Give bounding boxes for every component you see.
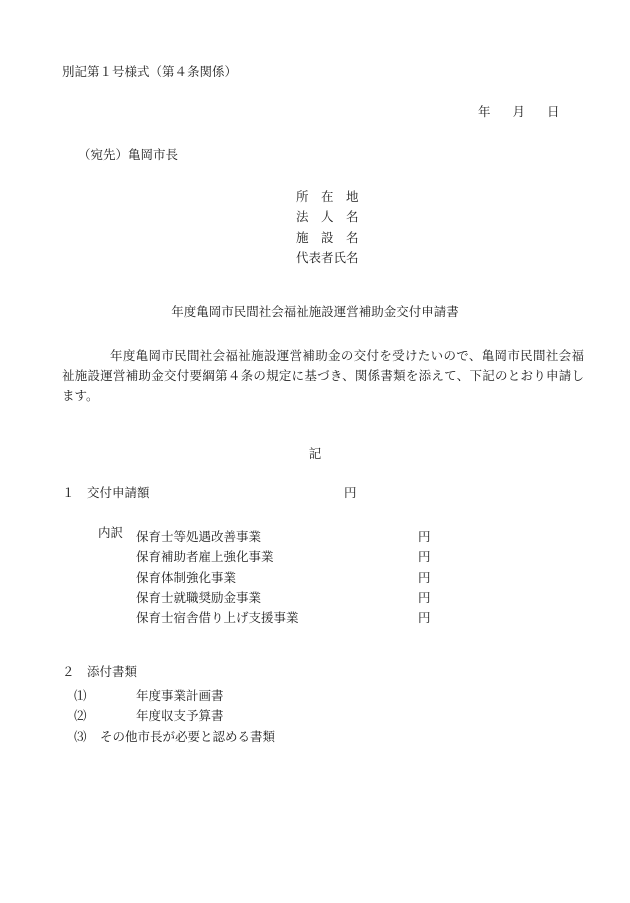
breakdown-yen-column <box>418 527 431 628</box>
breakdown-yen: 円 <box>418 569 431 585</box>
breakdown-list <box>136 527 299 628</box>
breakdown-label: 内訳 <box>98 525 124 540</box>
date-day: 日 <box>547 104 560 119</box>
field-address: 所 在 地 <box>296 189 359 204</box>
date-month: 月 <box>512 104 526 119</box>
section-2-label: ２ 添付書類 <box>62 664 138 679</box>
body-text: 年度亀岡市民間社会福祉施設運営補助金の交付を受けたいので、亀岡市民間社会福祉施設運営補助金交付要綱第４条の規定に基づき、関係書類を添えて、下記のとおり申請します。 <box>62 348 584 403</box>
section-1 <box>62 485 357 500</box>
breakdown-yen: 円 <box>418 610 431 626</box>
attachment-text: 年度収支予算書 <box>136 708 224 724</box>
breakdown-item: 保育士就職奨励金事業 <box>136 589 262 605</box>
breakdown-yen: 円 <box>418 549 431 565</box>
date-year: 年 <box>478 104 491 119</box>
breakdown-yen: 円 <box>418 589 431 605</box>
form-number: 別記第１号様式（第４条関係） <box>62 64 238 79</box>
field-facility-name: 施 設 名 <box>296 229 359 245</box>
section-1-yen: 円 <box>344 485 357 500</box>
addressee: （宛先）亀岡市長 <box>78 147 179 162</box>
section-1-label: １ 交付申請額 <box>62 485 150 500</box>
attachment-number: ⑴ <box>74 688 87 703</box>
breakdown-item: 保育士等処遇改善事業 <box>136 529 262 544</box>
field-representative-name: 代表者氏名 <box>296 249 359 265</box>
attachment-text: 年度事業計画書 <box>136 688 224 703</box>
attachment-number: ⑶ <box>74 728 87 744</box>
date-line <box>478 106 560 119</box>
breakdown-yen: 円 <box>418 529 431 544</box>
applicant-fields <box>296 187 359 268</box>
field-corporation-name: 法 人 名 <box>296 209 359 225</box>
document-title: 年度亀岡市民間社会福祉施設運営補助金交付申請書 <box>171 304 459 319</box>
ki-heading: 記 <box>308 446 322 461</box>
attachment-text: その他市長が必要と認める書類 <box>100 728 276 744</box>
breakdown-item: 保育補助者雇上強化事業 <box>136 549 274 565</box>
attachment-number: ⑵ <box>74 708 87 724</box>
breakdown-item: 保育士宿舎借り上げ支援事業 <box>136 610 299 626</box>
breakdown-item: 保育体制強化事業 <box>136 569 237 585</box>
